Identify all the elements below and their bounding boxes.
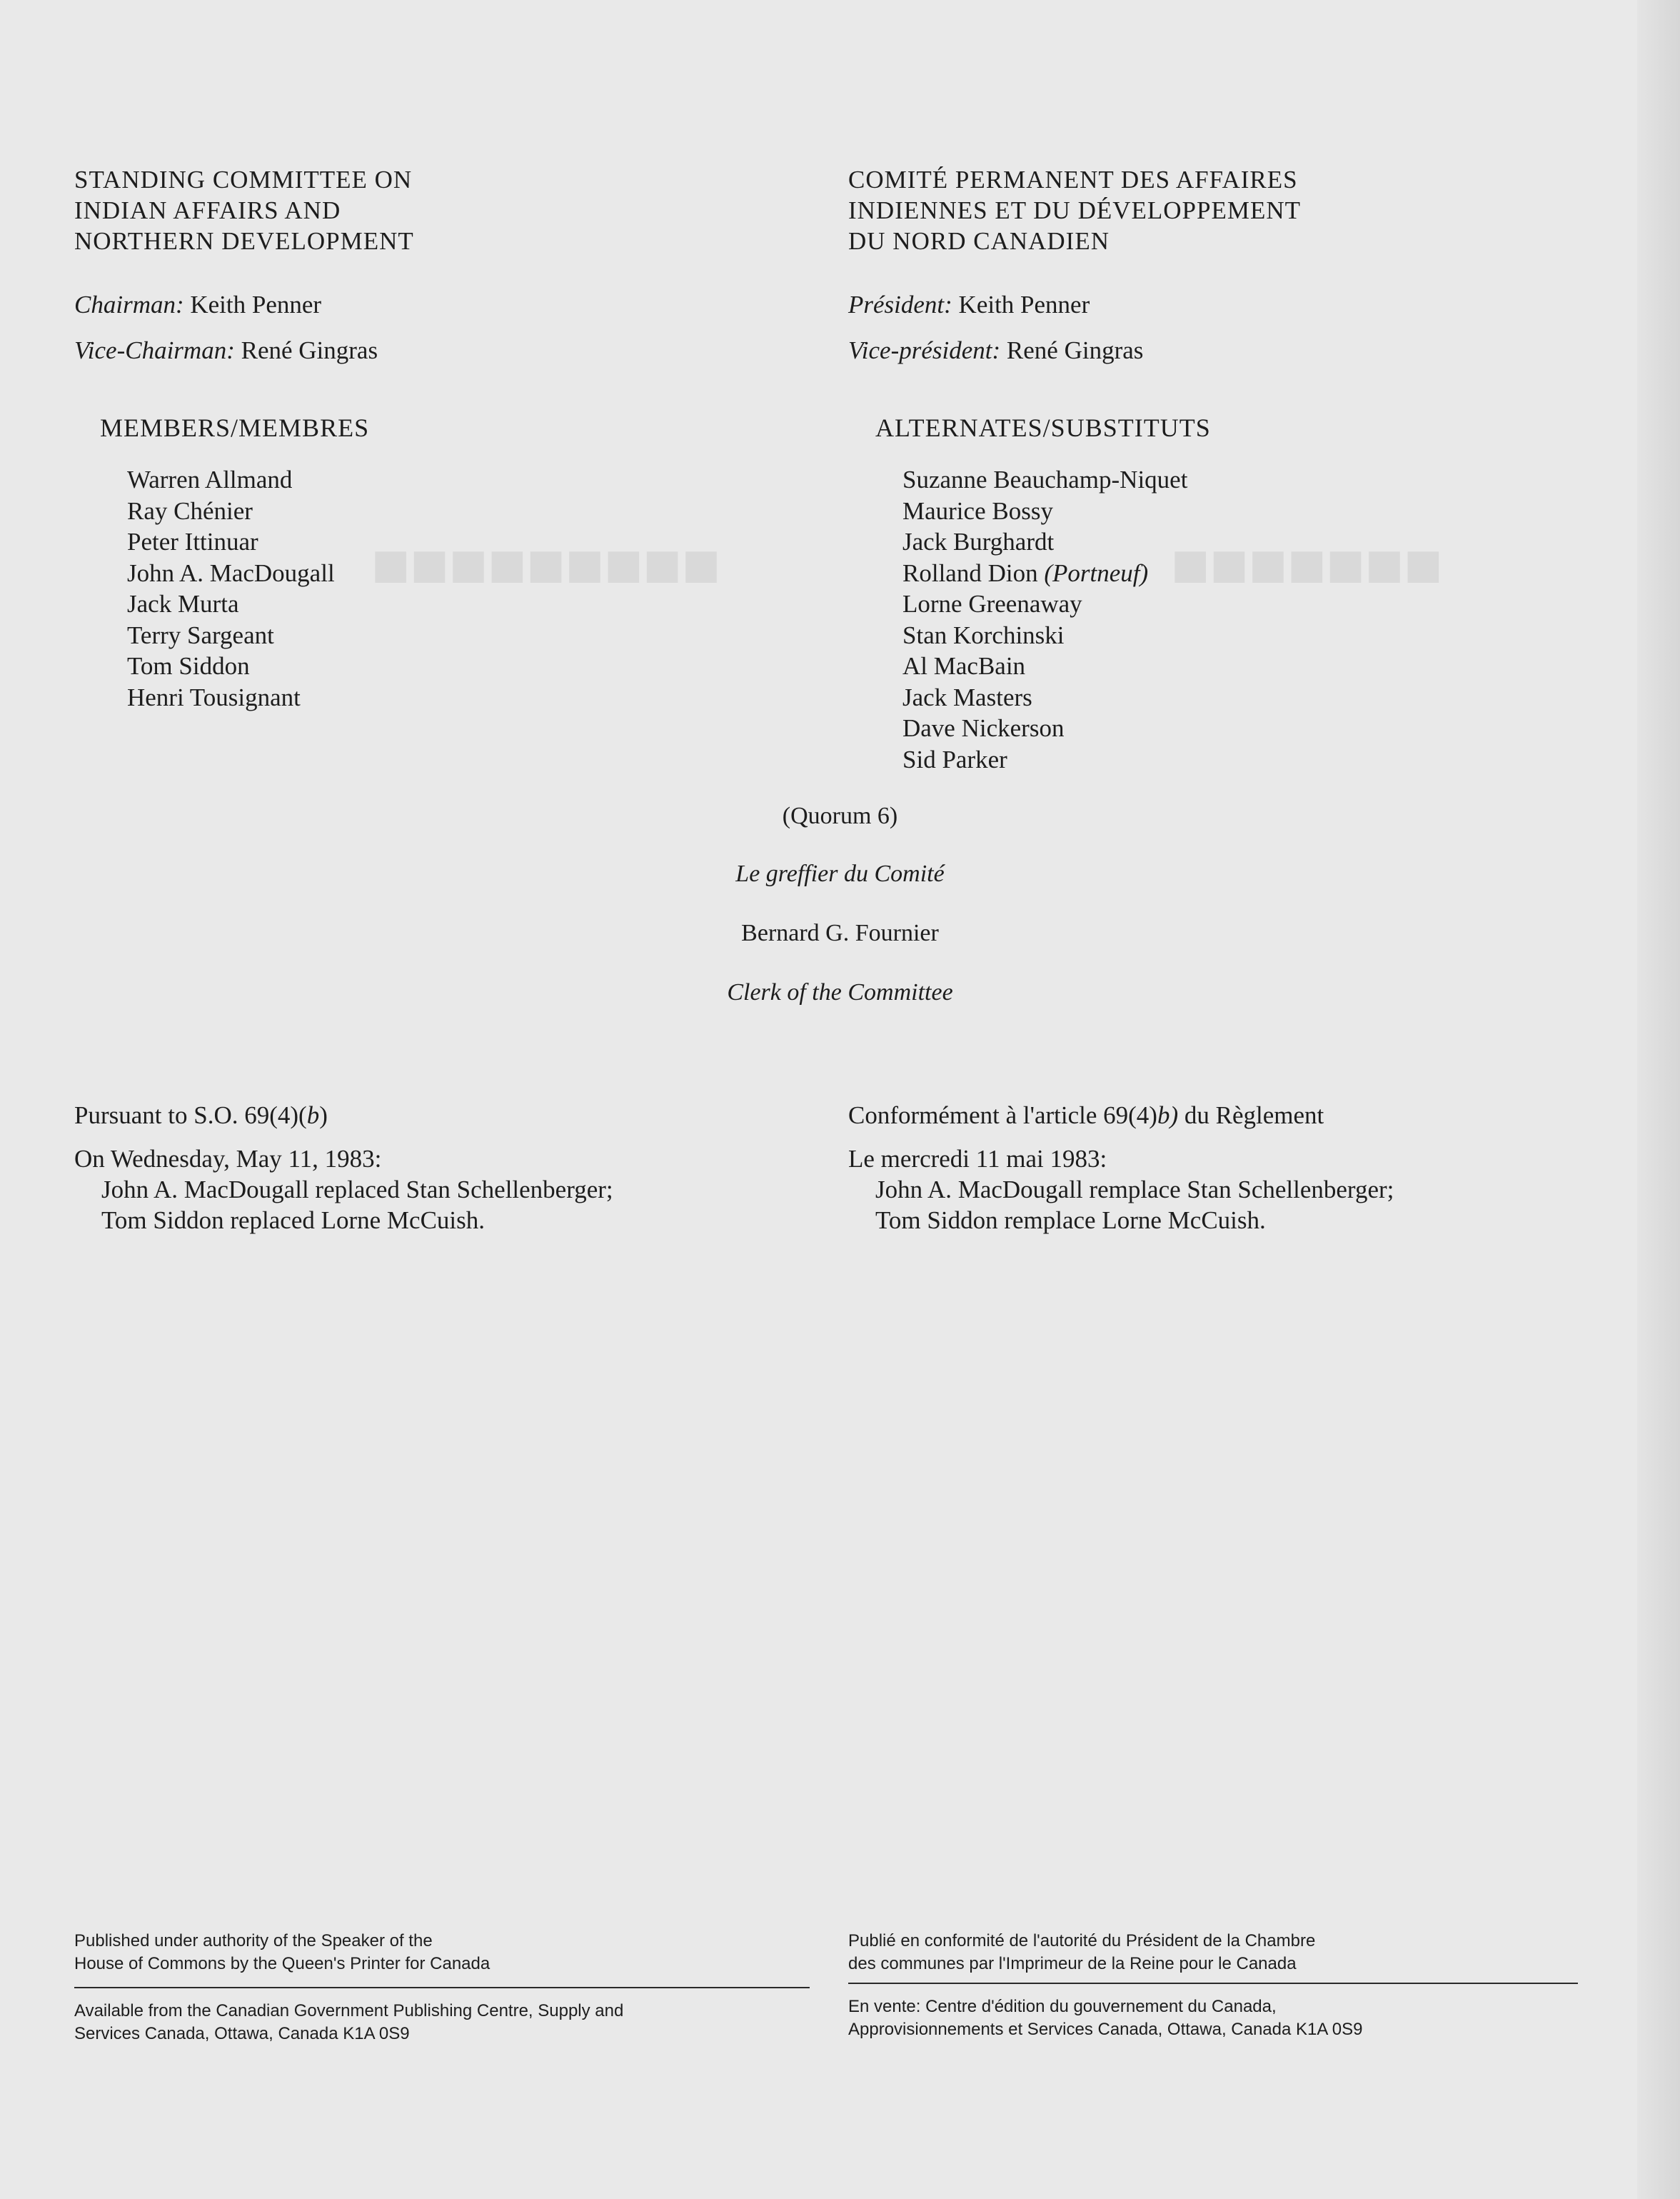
officers-fr	[848, 289, 1143, 366]
bleed-through-decoration: ■■■■■■■	[1171, 530, 1443, 601]
pursuant-fr	[848, 1100, 1605, 1236]
change-date: On Wednesday, May 11, 1983:	[74, 1145, 382, 1173]
alternate-name: Dave Nickerson	[902, 714, 1065, 742]
alternates-title: ALTERNATES/SUBSTITUTS	[875, 414, 1211, 442]
chairman-name: Keith Penner	[190, 291, 322, 319]
member-name: Peter Ittinuar	[127, 528, 258, 556]
pursuant-heading-text: Conformément à l'article 69(4)	[848, 1101, 1157, 1129]
pursuant-heading-suffix: du Règlement	[1178, 1101, 1324, 1129]
change-line: John A. MacDougall replaced Stan Schellenberger;	[101, 1176, 613, 1203]
availability-en	[74, 2000, 623, 2045]
alternate-name: Stan Korchinski	[902, 621, 1065, 649]
member-name: Tom Siddon	[127, 652, 250, 680]
vice-president-name: René Gingras	[1006, 336, 1144, 364]
committee-heading-en	[74, 164, 414, 256]
members-title: MEMBERS/MEMBRES	[100, 414, 370, 442]
riding-label: (Portneuf)	[1044, 558, 1149, 587]
chairman-role: Chairman:	[74, 291, 184, 319]
footer-line: Approvisionnements et Services Canada, Ottawa, Canada K1A 0S9	[848, 2020, 1363, 2039]
chairman-line	[74, 289, 378, 321]
pursuant-heading-italic: b	[306, 1101, 320, 1129]
president-line	[848, 289, 1143, 321]
heading-line: COMITÉ PERMANENT DES AFFAIRES	[848, 166, 1298, 194]
footer-divider	[74, 1987, 810, 1988]
alternate-name: Rolland Dion	[902, 558, 1038, 587]
pursuant-heading-italic: b)	[1157, 1101, 1179, 1129]
heading-line: DU NORD CANADIEN	[848, 227, 1110, 255]
published-en	[74, 1930, 490, 1975]
president-role: Président:	[848, 291, 952, 319]
change-date: Le mercredi 11 mai 1983:	[848, 1145, 1107, 1173]
alternate-name: Suzanne Beauchamp-Niquet	[902, 466, 1188, 494]
alternate-name: Maurice Bossy	[902, 496, 1053, 525]
alternate-name: Lorne Greenaway	[902, 590, 1082, 618]
president-name: Keith Penner	[958, 291, 1090, 319]
vice-chairman-role: Vice-Chairman:	[74, 336, 235, 364]
alternate-name: Jack Masters	[902, 683, 1032, 711]
change-line: Tom Siddon replaced Lorne McCuish.	[101, 1206, 486, 1234]
members-list	[127, 464, 335, 713]
pursuant-heading	[848, 1100, 1605, 1131]
footer-divider	[848, 1983, 1578, 1984]
alternate-name: Jack Burghardt	[902, 528, 1055, 556]
change-line: Tom Siddon remplace Lorne McCuish.	[875, 1206, 1266, 1234]
member-name: Warren Allmand	[127, 466, 293, 494]
published-fr	[848, 1930, 1315, 1975]
alternates-list	[902, 464, 1187, 775]
change-line: John A. MacDougall remplace Stan Schellenberger;	[875, 1176, 1394, 1203]
pursuant-heading-suffix: )	[319, 1101, 328, 1129]
alternate-name: Sid Parker	[902, 745, 1007, 773]
footer-line: Publié en conformité de l'autorité du Président de la Chambre	[848, 1931, 1316, 1950]
heading-line: STANDING COMMITTEE ON	[74, 166, 413, 194]
alternate-name-with-riding	[902, 558, 1187, 589]
pursuant-en	[74, 1100, 817, 1236]
pursuant-heading	[74, 1100, 817, 1131]
vice-chairman-line	[74, 335, 378, 366]
page-edge-shadow	[1637, 0, 1680, 2199]
footer-line: Published under authority of the Speaker of the	[74, 1931, 433, 1950]
vice-chairman-name: René Gingras	[241, 336, 378, 364]
heading-line: NORTHERN DEVELOPMENT	[74, 227, 414, 255]
member-name: Terry Sargeant	[127, 621, 274, 649]
vice-president-role: Vice-président:	[848, 336, 1001, 364]
committee-heading-fr	[848, 164, 1301, 256]
clerk-name: Bernard G. Fournier	[741, 920, 939, 946]
footer-line: House of Commons by the Queen's Printer for Canada	[74, 1954, 491, 1973]
pursuant-heading-text: Pursuant to S.O. 69(4)(	[74, 1101, 307, 1129]
footer-line: Available from the Canadian Government Publishing Centre, Supply and	[74, 2001, 624, 2020]
member-name: Jack Murta	[127, 590, 239, 618]
vice-president-line	[848, 335, 1143, 366]
footer-line: Services Canada, Ottawa, Canada K1A 0S9	[74, 2024, 410, 2043]
quorum-text: (Quorum 6)	[782, 803, 898, 829]
alternate-name: Al MacBain	[902, 652, 1026, 680]
clerk-title-en: Clerk of the Committee	[727, 979, 953, 1006]
availability-fr	[848, 1995, 1362, 2041]
footer-line: En vente: Centre d'édition du gouvernement du Canada,	[848, 1997, 1277, 2016]
member-name: Ray Chénier	[127, 496, 253, 525]
clerk-title-fr: Le greffier du Comité	[735, 861, 945, 887]
member-name: John A. MacDougall	[127, 558, 335, 587]
officers-en	[74, 289, 378, 366]
bleed-through-decoration: ■■■■■■■■■	[371, 530, 721, 601]
heading-line: INDIAN AFFAIRS AND	[74, 196, 341, 224]
heading-line: INDIENNES ET DU DÉVELOPPEMENT	[848, 196, 1301, 224]
footer-line: des communes par l'Imprimeur de la Reine pour le Canada	[848, 1954, 1297, 1973]
member-name: Henri Tousignant	[127, 683, 301, 711]
